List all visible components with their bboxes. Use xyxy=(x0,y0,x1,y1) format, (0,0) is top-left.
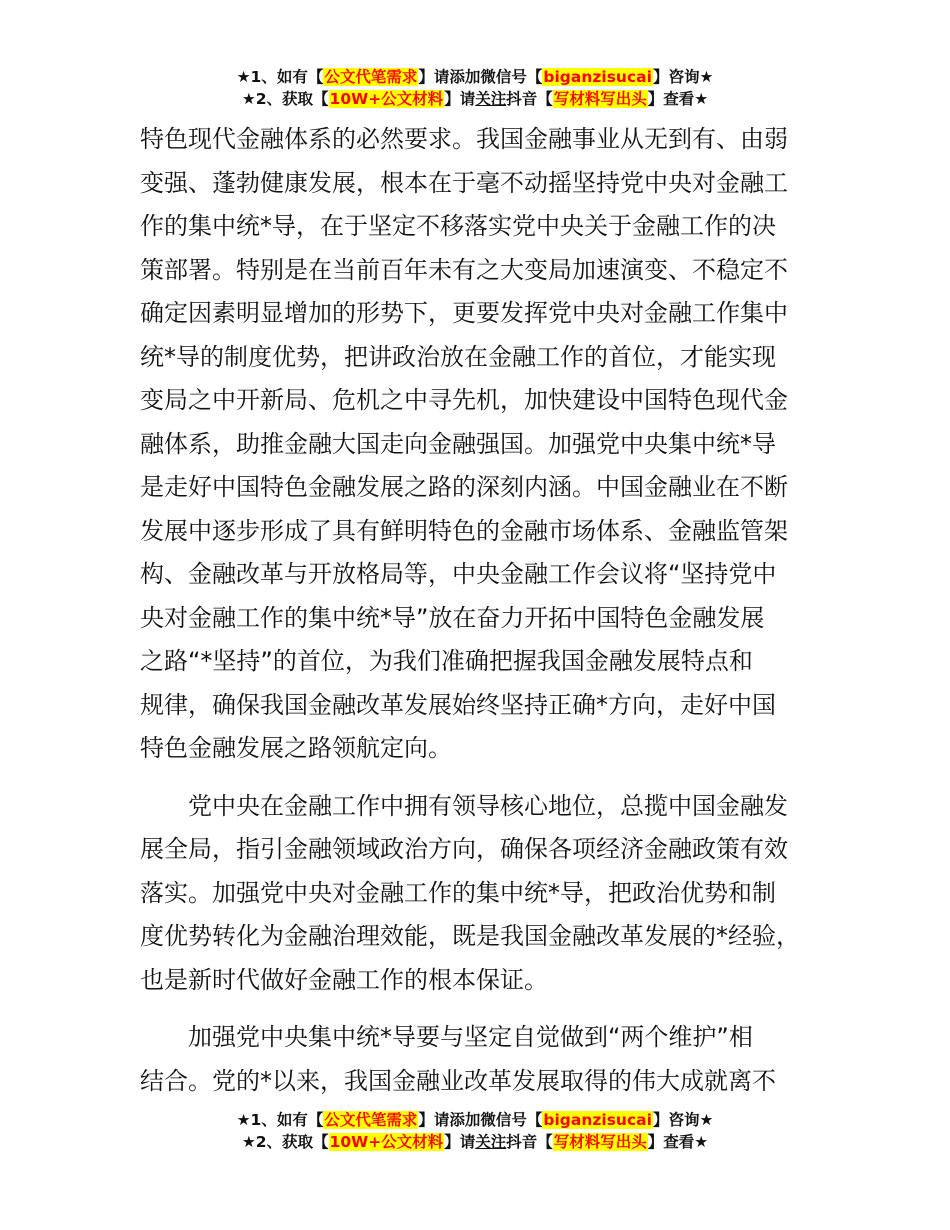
paragraph-1 xyxy=(140,118,812,771)
header-banner xyxy=(0,66,950,110)
banner-text: 】请 xyxy=(444,90,476,108)
text-line: 加强党中央集中统*导要与坚定自觉做到“两个维护”相 xyxy=(188,1023,753,1051)
text-line: 规律，确保我国金融改革发展始终坚持正确*方向，走好中国 xyxy=(140,690,776,719)
banner-highlight-wechat-id: biganzisucai xyxy=(543,1111,652,1129)
banner-highlight-service: 公文代笔需求 xyxy=(324,1111,418,1129)
banner-line-1 xyxy=(0,1109,950,1131)
text-line: 也是新时代做好金融工作的根本保证。 xyxy=(140,965,548,994)
banner-line-1 xyxy=(0,66,950,88)
banner-text: 】请 xyxy=(444,1133,476,1151)
text-line: 是走好中国特色金融发展之路的深刻内涵。中国金融业在不断 xyxy=(140,473,788,501)
text-line: 构、金融改革与开放格局等，中央金融工作会议将“坚持党中 xyxy=(140,560,777,588)
banner-highlight-wechat-id: biganzisucai xyxy=(543,68,652,86)
text-line: 结合。党的*以来，我国金融业改革发展取得的伟大成就离不 xyxy=(140,1066,776,1095)
text-line: 确定因素明显增加的形势下，更要发挥党中央对金融工作集中 xyxy=(140,299,788,327)
banner-text: ★1、如有【 xyxy=(236,1111,324,1129)
text-line: 变强、蓬勃健康发展，根本在于毫不动摇坚持党中央对金融工 xyxy=(140,168,788,197)
document-body xyxy=(140,118,812,1103)
text-line: 统*导的制度优势，把讲政治放在金融工作的首位，才能实现 xyxy=(140,342,776,371)
banner-text: 】查看★ xyxy=(647,90,709,108)
banner-text: ★2、获取【 xyxy=(241,1133,329,1151)
text-line: 展全局，指引金融领域政治方向，确保各项经济金融政策有效 xyxy=(140,835,788,863)
banner-text: 】请添加微信号【 xyxy=(418,1111,543,1129)
text-line: 融体系，助推金融大国走向金融强国。加强党中央集中统*导 xyxy=(140,429,776,458)
banner-highlight-douyin: 写材料写出头 xyxy=(553,90,647,108)
text-line: 度优势转化为金融治理效能，既是我国金融改革发展的*经验， xyxy=(140,922,800,950)
text-line: 作的集中统*导，在于坚定不移落实党中央关于金融工作的决 xyxy=(140,212,776,240)
banner-text: 】咨询★ xyxy=(652,1111,714,1129)
banner-highlight-douyin: 写材料写出头 xyxy=(553,1133,647,1151)
paragraph-3 xyxy=(140,1016,812,1103)
footer-banner xyxy=(0,1109,950,1153)
text-line: 变局之中开新局、危机之中寻先机，加快建设中国特色现代金 xyxy=(140,386,788,414)
banner-text: ★1、如有【 xyxy=(236,68,324,86)
banner-highlight-materials: 10W+公文材料 xyxy=(329,1133,444,1151)
text-line: 发展中逐步形成了具有鲜明特色的金融市场体系、金融监管架 xyxy=(140,516,788,545)
banner-text: 】咨询★ xyxy=(652,68,714,86)
banner-text: 抖音【 xyxy=(506,1133,553,1151)
text-line: 落实。加强党中央对金融工作的集中统*导，把政治优势和制 xyxy=(140,878,776,907)
text-line: 策部署。特别是在当前百年未有之大变局加速演变、不稳定不 xyxy=(140,255,788,284)
text-line: 特色现代金融体系的必然要求。我国金融事业从无到有、由弱 xyxy=(140,125,788,153)
banner-underline-follow: 关注 xyxy=(475,1133,507,1151)
text-line: 党中央在金融工作中拥有领导核心地位，总揽中国金融发 xyxy=(188,791,788,820)
banner-text: 】请添加微信号【 xyxy=(418,68,543,86)
banner-line-2 xyxy=(0,1131,950,1153)
paragraph-2 xyxy=(140,785,812,1003)
text-line: 之路“*坚持”的首位，为我们准确把握我国金融发展特点和 xyxy=(140,647,753,675)
banner-highlight-materials: 10W+公文材料 xyxy=(329,90,444,108)
banner-text: ★2、获取【 xyxy=(241,90,329,108)
text-line: 特色金融发展之路领航定向。 xyxy=(140,734,452,762)
banner-line-2 xyxy=(0,88,950,110)
banner-text: 】查看★ xyxy=(647,1133,709,1151)
text-line: 央对金融工作的集中统*导”放在奋力开拓中国特色金融发展 xyxy=(140,603,765,632)
banner-text: 抖音【 xyxy=(506,90,553,108)
banner-highlight-service: 公文代笔需求 xyxy=(324,68,418,86)
banner-underline-follow: 关注 xyxy=(475,90,507,108)
